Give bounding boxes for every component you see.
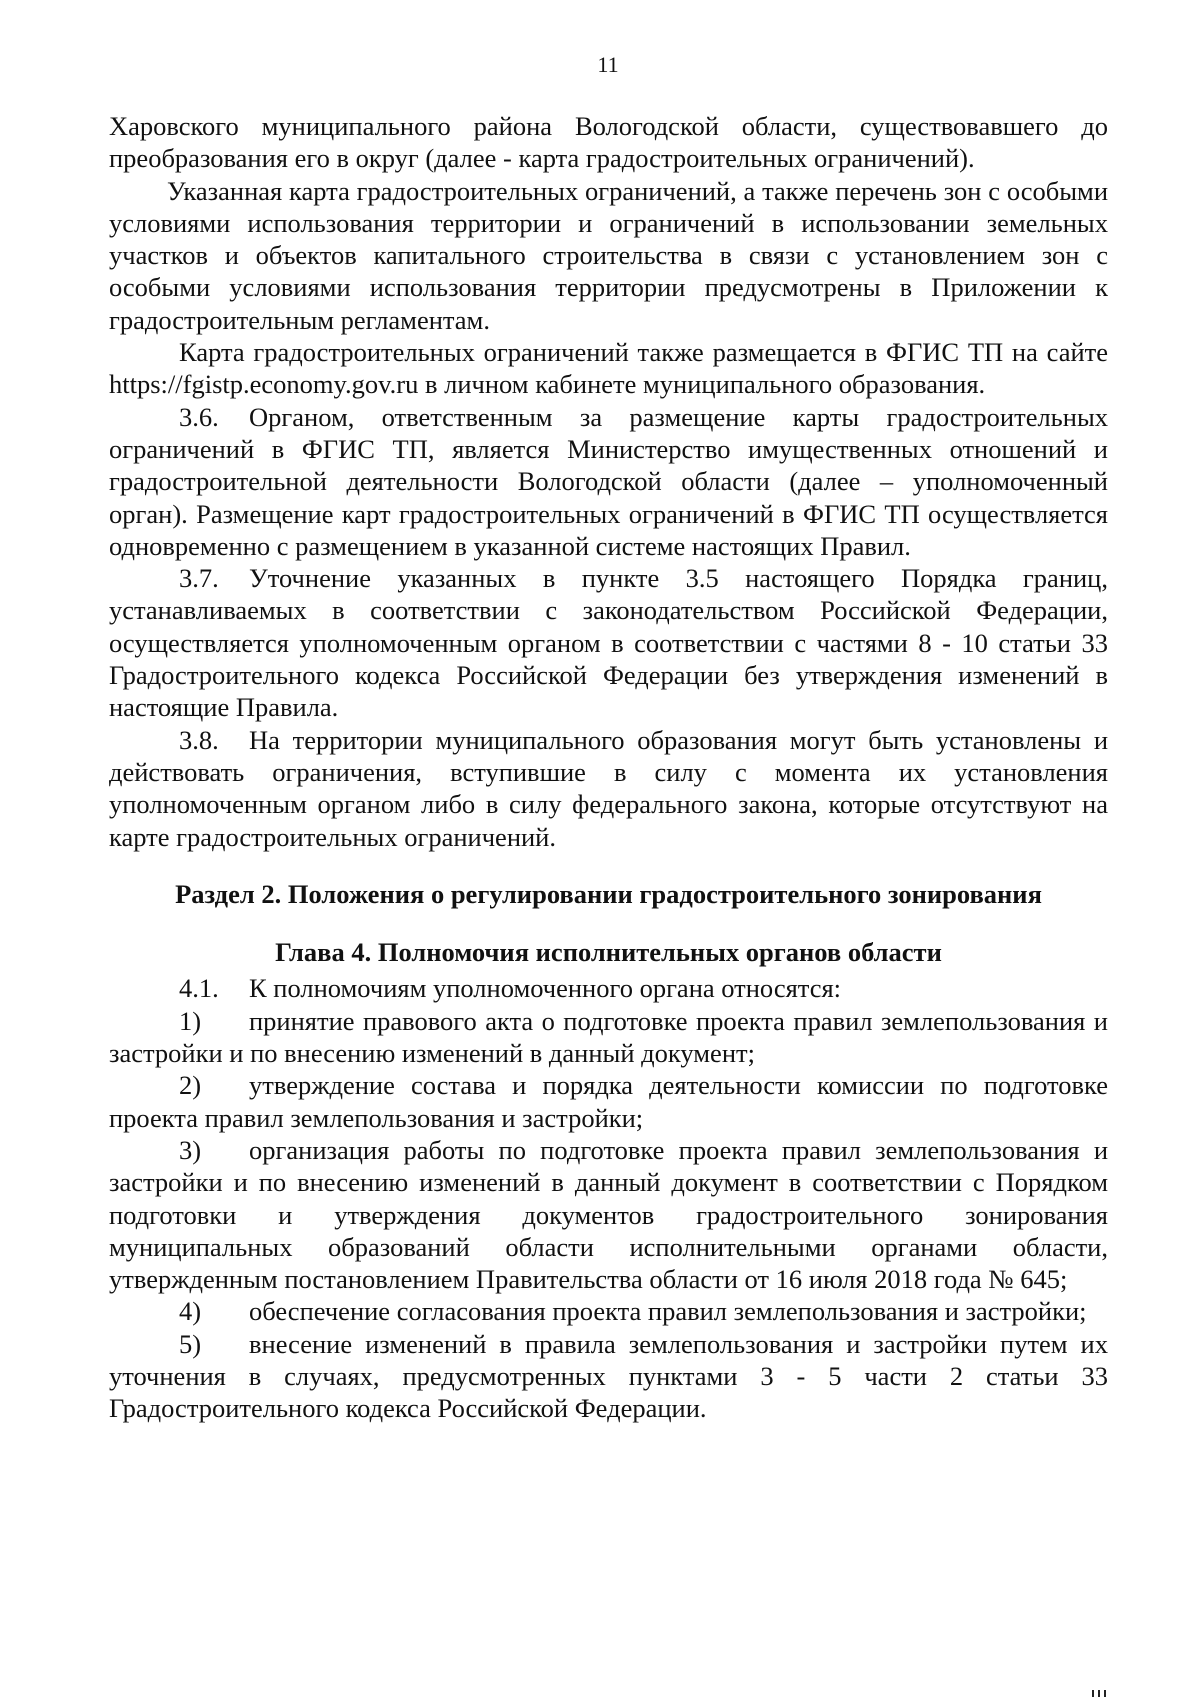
list-item-number: 2): [179, 1070, 202, 1101]
list-item-number: 3): [179, 1134, 202, 1165]
document-body: [109, 110, 1108, 1425]
list-item-text: утверждение состава и порядка деятельности комиссии по подготовке проекта правил землепользования и застройки;: [109, 1070, 1108, 1133]
page-number: 11: [597, 52, 619, 77]
list-item: [109, 1295, 1108, 1327]
list-item: [109, 1069, 1108, 1134]
clause-3-6: [109, 401, 1108, 562]
paragraph-map-placement: Карта градостроительных ограничений также размещается в ФГИС ТП на сайте https://fgistp.economy.gov.ru в личном кабинете муниципального образования.: [109, 337, 1108, 400]
list-item-text: внесение изменений в правила землепользования и застройки путем их уточнения в случаях, предусмотренных пунктами 3 - 5 части 2 статьи 33 Градостроительного кодекса Российской Федерации.: [109, 1328, 1108, 1424]
list-item: [109, 1134, 1108, 1295]
clause-3-7: [109, 562, 1108, 723]
clause-text: К полномочиям уполномоченного органа относятся:: [249, 973, 842, 1004]
clause-3-8: [109, 724, 1108, 853]
list-item: [109, 1005, 1108, 1070]
list-item-number: 1): [179, 1005, 202, 1036]
clause-text: На территории муниципального образования могут быть установлены и действовать ограничения, вступившие в силу с момента их установления уполномоченным органом либо в силу федерального закона, которые отсутствуют на карте градостроительных ограничений.: [109, 724, 1108, 852]
clause-number: 3.8.: [179, 724, 219, 755]
clause-text: Уточнение указанных в пункте 3.5 настоящего Порядка границ, устанавливаемых в соответствии с законодательством Российской Федерации, осуществляется уполномоченным органом в соответствии с частями 8 - 10 статьи 33 Градостроительного кодекса Российской Федерации без утверждения изменений в настоящие Правила.: [109, 563, 1108, 723]
clause-number: 3.7.: [179, 563, 219, 594]
list-item-text: организация работы по подготовке проекта правил землепользования и застройки и по внесению изменений в данный документ в соответствии с Порядком подготовки и утверждения документов градостроительного зонирования муниципальных образований области исполнительными органами области, утвержденным постановлением Правительства области от 16 июля 2018 года № 645;: [109, 1134, 1108, 1295]
chapter-heading: Глава 4. Полномочия исполнительных органов области: [275, 937, 942, 968]
list-item-text: обеспечение согласования проекта правил землепользования и застройки;: [249, 1296, 1087, 1327]
list-item: [109, 1328, 1108, 1425]
list-item-number: 5): [179, 1328, 202, 1359]
paragraph-continuation: Харовского муниципального района Вологодской области, существовавшего до преобразования его в округ (далее - карта градостроительных ограничений).: [109, 111, 1108, 174]
scan-edge-marks: [1090, 1689, 1120, 1697]
clause-number: 3.6.: [179, 401, 219, 432]
clause-number: 4.1.: [179, 973, 219, 1004]
section-heading: Раздел 2. Положения о регулировании градостроительного зонирования: [175, 878, 1042, 909]
paragraph-map-list: Указанная карта градостроительных ограничений, а также перечень зон с особыми условиями использования территории и ограничений в использовании земельных участков и объектов капитального строительства в связи с установлением зон с особыми условиями использования территории предусмотрены в Приложении к градостроительным регламентам.: [109, 175, 1108, 335]
clause-text: Органом, ответственным за размещение карты градостроительных ограничений в ФГИС ТП, является Министерство имущественных отношений и градостроительной деятельности Вологодской области (далее – уполномоченный орган). Размещение карт градостроительных ограничений в ФГИС ТП осуществляется одновременно с размещением в указанной системе настоящих Правил.: [109, 401, 1108, 561]
list-item-number: 4): [179, 1296, 202, 1327]
list-item-text: принятие правового акта о подготовке проекта правил землепользования и застройки и по внесению изменений в данный документ;: [109, 1005, 1108, 1069]
clause-4-1: [109, 972, 1108, 1004]
